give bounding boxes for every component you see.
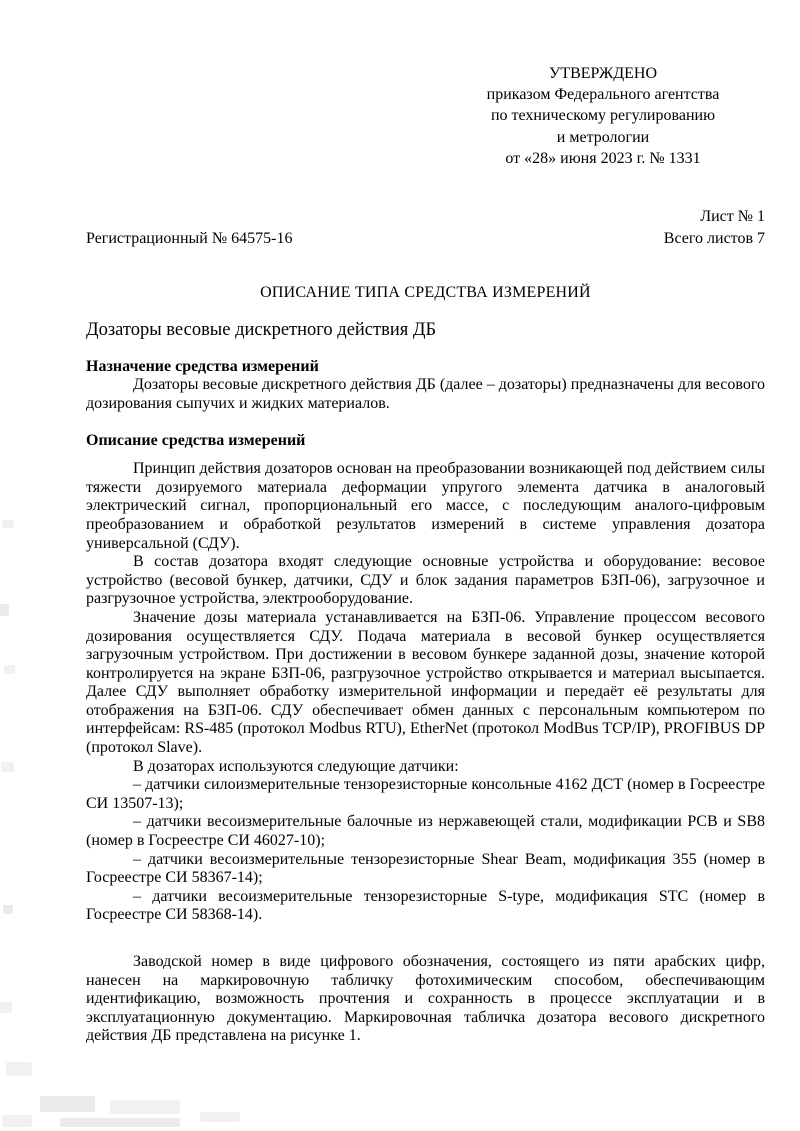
section-heading-purpose: Назначение средства измерений (86, 357, 319, 375)
scan-artifact (3, 905, 13, 914)
approval-line: от «28» июня 2023 г. № 1331 (505, 149, 701, 167)
scan-artifact (40, 1096, 95, 1112)
sensor-list-item: – датчики силоизмерительные тензорезисторные консольные 4162 ДСТ (номер в Госреестре СИ 13507-13); (86, 776, 765, 812)
approval-stamp (448, 63, 758, 169)
description-paragraph: Значение дозы материала устанавливается на БЗП-06. Управление процессом весового дозирования осуществляется СДУ. Подача материала в весовой бункер осуществляется загрузочным устройством. При достижении в весовом бункере заданной дозы, значение которой контролируется на экране БЗП-06, разгрузочное устройство открывается и материал высыпается. Далее СДУ выполняет обработку измерительной информации и передаёт её результаты для отображения на БЗП-06. СДУ обеспечивает обмен данных с персональным компьютером по интерфейсам: RS-485 (протокол Modbus RTU), EtherNet (протокол ModBus TCP/IP), PROFIBUS DP (протокол Slave). (86, 608, 765, 757)
scan-artifact (60, 1118, 180, 1127)
purpose-paragraph: Дозаторы весовые дискретного действия ДБ (далее – дозаторы) предназначены для весового дозирования сыпучих и жидких материалов. (86, 376, 765, 412)
scan-artifact (6, 1062, 32, 1076)
sensor-list-item: – датчики весоизмерительные балочные из нержавеющей стали, модификации PCB и SB8 (номер в Госреестре СИ 46027-10); (86, 813, 765, 850)
scan-artifact (200, 1112, 240, 1122)
approval-line: по техническому регулированию (490, 107, 716, 125)
scan-artifact (0, 604, 9, 616)
scan-artifact (110, 1100, 180, 1114)
registration-row (86, 230, 765, 249)
scan-artifact (2, 520, 14, 528)
scan-artifact (1, 762, 14, 772)
subject-title: Дозаторы весовые дискретного действия ДБ (86, 319, 437, 340)
marking-paragraph: Заводской номер в виде цифрового обозначения, состоящего из пяти арабских цифр, нанесен на маркировочную табличку фотохимическим способом, обеспечивающим идентификацию, возможность прочтения и сохранность в процессе эксплуатации и в эксплуатационную документацию. Маркировочная табличка дозатора весового дискретного действия ДБ представлена на рисунке 1. (86, 953, 765, 1045)
approval-line: приказом Федерального агентства (486, 86, 720, 104)
scan-artifact (2, 1115, 32, 1127)
description-paragraph: Принцип действия дозаторов основан на преобразовании возникающей под действием силы тяжести дозируемого материала деформации упругого элемента датчика в аналоговый электрический сигнал, пропорциональный его массе, с последующим аналого-цифровым преобразованием и обработкой результатов измерений в системе управления дозатора универсальной (СДУ). (86, 460, 765, 552)
sheet-number: Лист № 1 (700, 208, 765, 226)
approval-line: и метрологии (556, 128, 650, 146)
document-title: ОПИСАНИЕ ТИПА СРЕДСТВА ИЗМЕРЕНИЙ (260, 284, 591, 302)
section-heading-description: Описание средства измерений (86, 431, 306, 449)
description-paragraph: В дозаторах используются следующие датчики: (133, 757, 459, 775)
scan-artifact (0, 1002, 12, 1013)
sensor-list-item: – датчики весоизмерительные тензорезисторные Shear Beam, модификация 355 (номер в Госреестре СИ 58367-14); (86, 850, 765, 887)
registration-number: Регистрационный № 64575-16 (86, 229, 293, 247)
sensor-list-item: – датчики весоизмерительные тензорезисторные S-type, модификация STC (номер в Госреестре СИ 58368-14). (86, 887, 765, 924)
scan-artifact (4, 665, 15, 674)
page-content (86, 0, 765, 1046)
description-paragraph: В состав дозатора входят следующие основные устройства и оборудование: весовое устройство (весовой бункер, датчики, СДУ и блок задания параметров БЗП-06), загрузочное и разгрузочное устройства, электрооборудование. (86, 553, 765, 608)
total-sheets: Всего листов 7 (663, 229, 765, 247)
approval-line: УТВЕРЖДЕНО (548, 65, 657, 82)
